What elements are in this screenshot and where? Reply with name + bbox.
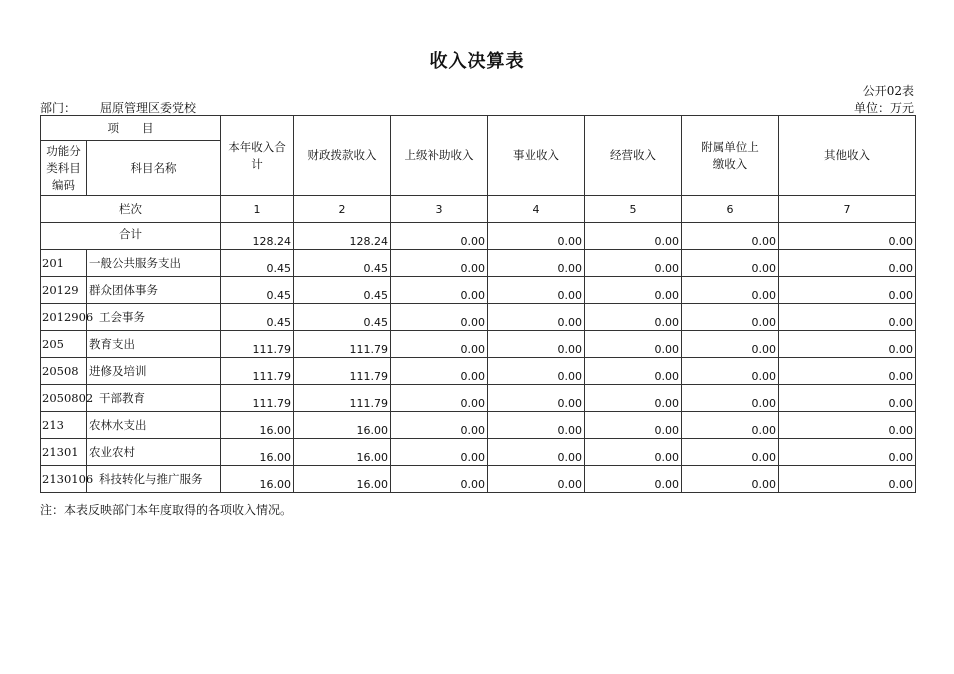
row-value: 0.00 [488, 358, 585, 385]
department [40, 99, 196, 116]
table-row [41, 304, 916, 331]
row-name: 科技转化与推广服务 [87, 466, 221, 493]
row-value: 0.00 [682, 331, 779, 358]
row-value: 0.00 [585, 466, 682, 493]
total-row [41, 223, 916, 250]
row-value: 0.00 [585, 358, 682, 385]
row-code: 2050802 [41, 385, 87, 412]
row-value: 0.00 [779, 412, 916, 439]
row-value: 111.79 [221, 331, 294, 358]
row-value: 0.00 [779, 385, 916, 412]
row-value: 0.00 [585, 439, 682, 466]
row-value: 0.00 [391, 250, 488, 277]
header-col-superior: 上级补助收入 [391, 116, 488, 196]
total-value: 128.24 [294, 223, 391, 250]
col-number: 7 [779, 196, 916, 223]
header-item: 项 目 [41, 116, 221, 141]
total-value: 0.00 [682, 223, 779, 250]
row-value: 16.00 [294, 466, 391, 493]
row-value: 0.00 [391, 466, 488, 493]
row-name: 一般公共服务支出 [87, 250, 221, 277]
row-code: 21301 [41, 439, 87, 466]
row-code: 205 [41, 331, 87, 358]
total-value: 0.00 [779, 223, 916, 250]
row-value: 0.00 [391, 277, 488, 304]
table-row [41, 466, 916, 493]
col-label: 栏次 [41, 196, 221, 223]
row-value: 0.00 [391, 439, 488, 466]
col-number: 3 [391, 196, 488, 223]
col-number: 4 [488, 196, 585, 223]
total-value: 128.24 [221, 223, 294, 250]
row-value: 16.00 [221, 412, 294, 439]
row-value: 0.00 [391, 385, 488, 412]
row-code: 20508 [41, 358, 87, 385]
col-number: 1 [221, 196, 294, 223]
col-number: 5 [585, 196, 682, 223]
unit-label: 单位：万元 [853, 101, 914, 115]
header-col-operating: 经营收入 [585, 116, 682, 196]
col-number: 2 [294, 196, 391, 223]
row-value: 0.00 [779, 304, 916, 331]
row-value: 16.00 [221, 466, 294, 493]
row-value: 0.00 [682, 385, 779, 412]
row-value: 0.00 [585, 277, 682, 304]
row-value: 0.00 [585, 304, 682, 331]
row-name: 教育支出 [87, 331, 221, 358]
row-name: 农林水支出 [87, 412, 221, 439]
table-row [41, 250, 916, 277]
col-number: 6 [682, 196, 779, 223]
row-value: 0.45 [294, 277, 391, 304]
row-value: 0.00 [488, 412, 585, 439]
row-value: 0.00 [585, 331, 682, 358]
row-value: 0.00 [682, 466, 779, 493]
row-name: 干部教育 [87, 385, 221, 412]
row-value: 16.00 [221, 439, 294, 466]
department-label: 部门： [40, 101, 77, 115]
row-value: 0.00 [682, 277, 779, 304]
row-value: 0.00 [779, 466, 916, 493]
page-title: 收入决算表 [429, 51, 525, 72]
row-value: 0.00 [585, 250, 682, 277]
row-code: 213 [41, 412, 87, 439]
row-value: 0.00 [779, 250, 916, 277]
row-code: 2012906 [41, 304, 87, 331]
row-value: 111.79 [294, 358, 391, 385]
header-col-other: 其他收入 [779, 116, 916, 196]
row-name: 工会事务 [87, 304, 221, 331]
total-value: 0.00 [391, 223, 488, 250]
row-value: 111.79 [294, 331, 391, 358]
row-value: 0.00 [488, 304, 585, 331]
row-value: 16.00 [294, 439, 391, 466]
header-func-code: 功能分类科目编码 [41, 141, 87, 196]
row-name: 群众团体事务 [87, 277, 221, 304]
row-value: 0.00 [391, 412, 488, 439]
header-col-fiscal: 财政拨款收入 [294, 116, 391, 196]
table-row [41, 331, 916, 358]
row-value: 0.00 [488, 385, 585, 412]
row-value: 0.00 [585, 385, 682, 412]
row-value: 0.45 [294, 304, 391, 331]
header-col-total: 本年收入合计 [221, 116, 294, 196]
header-col-business: 事业收入 [488, 116, 585, 196]
total-label: 合计 [41, 223, 221, 250]
row-value: 0.00 [585, 412, 682, 439]
row-value: 0.45 [221, 304, 294, 331]
department-name: 屈原管理区委党校 [100, 101, 197, 115]
form-number: 公开02表 [862, 84, 914, 98]
total-value: 0.00 [488, 223, 585, 250]
row-code: 20129 [41, 277, 87, 304]
row-value: 0.00 [682, 412, 779, 439]
row-value: 16.00 [294, 412, 391, 439]
row-value: 0.00 [779, 439, 916, 466]
row-name: 进修及培训 [87, 358, 221, 385]
row-value: 0.00 [391, 358, 488, 385]
row-value: 0.00 [488, 466, 585, 493]
row-value: 0.00 [682, 250, 779, 277]
row-value: 0.45 [221, 250, 294, 277]
row-value: 0.45 [221, 277, 294, 304]
table-row [41, 439, 916, 466]
total-value: 0.00 [585, 223, 682, 250]
table-row [41, 385, 916, 412]
row-value: 0.00 [488, 439, 585, 466]
row-name: 农业农村 [87, 439, 221, 466]
row-value: 0.00 [779, 358, 916, 385]
row-value: 0.00 [488, 250, 585, 277]
header-col-affiliated: 附属单位上缴收入 [682, 116, 779, 196]
row-value: 0.00 [488, 331, 585, 358]
row-code: 2130106 [41, 466, 87, 493]
row-value: 0.00 [682, 304, 779, 331]
table-row [41, 277, 916, 304]
table-row [41, 412, 916, 439]
row-value: 0.00 [488, 277, 585, 304]
income-table [40, 115, 916, 493]
table-row [41, 358, 916, 385]
row-value: 0.00 [779, 331, 916, 358]
row-code: 201 [41, 250, 87, 277]
header-subject-name: 科目名称 [87, 141, 221, 196]
row-value: 111.79 [294, 385, 391, 412]
row-value: 0.00 [682, 358, 779, 385]
row-value: 0.00 [391, 331, 488, 358]
row-value: 0.00 [779, 277, 916, 304]
row-value: 0.00 [391, 304, 488, 331]
row-value: 0.00 [682, 439, 779, 466]
row-value: 111.79 [221, 358, 294, 385]
row-value: 111.79 [221, 385, 294, 412]
footnote: 注：本表反映部门本年度取得的各项收入情况。 [40, 503, 293, 517]
row-value: 0.45 [294, 250, 391, 277]
